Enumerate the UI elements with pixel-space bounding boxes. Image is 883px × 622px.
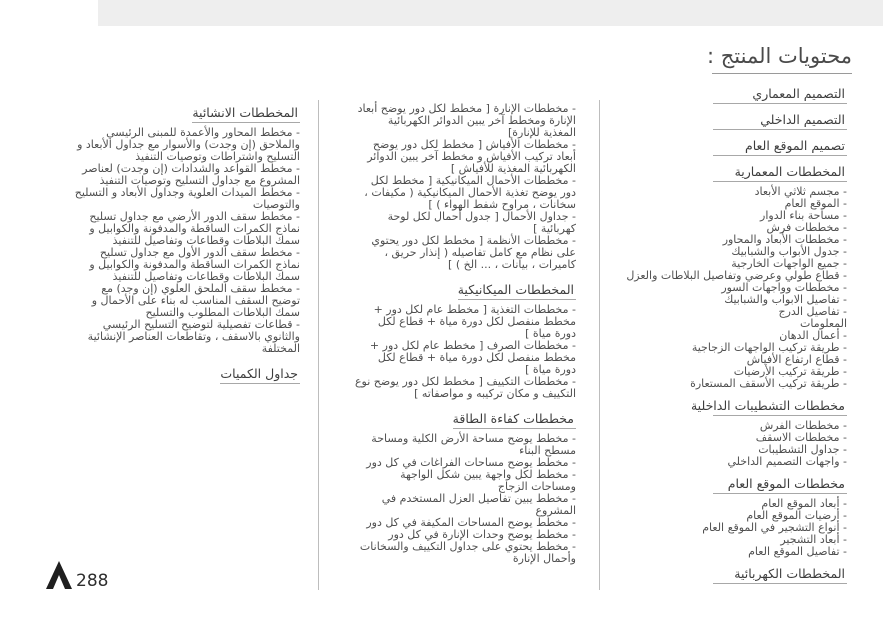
- section-header: التصميم الداخلي: [713, 112, 847, 130]
- column-divider-left: [318, 100, 319, 590]
- list-item: - قطاعات تفصيلية لتوضيح التسليح الرئيسي والثانوي بالاسقف ، وتقاطعات العناصر الإنشائية المختلفة: [87, 318, 300, 355]
- list-item: - جميع الواجهات الخارجية: [731, 257, 847, 270]
- list-item: - مخطط يوضح مساحة الأرض الكلية ومساحة مسطح البناء: [371, 432, 576, 457]
- right-column: [602, 86, 847, 592]
- list-item: - مخطط يحتوي على جداول التكييف والسخانات وأحمال الإنارة: [359, 540, 576, 565]
- list-item: المعلومات: [800, 317, 847, 330]
- list-item: - طريقة تركيب الأسقف المستعارة: [690, 377, 847, 390]
- list-item: - مخططات التكييف [ مخطط لكل دور يوضح نوع التكييف و مكان تركيبه و مواصفاته ]: [354, 375, 576, 400]
- middle-column: [354, 103, 576, 573]
- list-item: - تفاصيل الموقع العام: [748, 545, 847, 558]
- list-item: - مخطط يوضح وحدات الإنارة في كل دور: [388, 528, 576, 541]
- section-group: [72, 102, 300, 355]
- list-item: - مخطط لكل واجهة يبين شكل الواجهة ومساحات الزجاج: [400, 468, 576, 493]
- list-item: - مخططات الصرف [ مخطط عام لكل دور + مخطط منفصل لكل دورة مياة + قطاع لكل دورة مياة ]: [369, 339, 576, 376]
- list-item: - طريقة تركيب الواجهات الزجاجية: [691, 341, 847, 354]
- list-item: - جداول الأحمال [ جدول أحمال لكل لوحة كهربائية ]: [387, 210, 576, 235]
- section-header: مخططات التشطيبات الداخلية: [713, 398, 847, 416]
- list-item: - مجسم ثلاثي الأبعاد: [754, 185, 847, 198]
- section-group: [602, 476, 847, 558]
- list-item: - مخططات فرش: [766, 221, 847, 234]
- title-divider: [712, 73, 852, 74]
- list-item: - مخطط سقف الملحق العلوي (إن وجد) مع توضيح السقف المناسب له بناء على الأحمال و سمك البلاطات المطلوب والتسليح: [91, 282, 300, 319]
- section-group: [354, 103, 576, 271]
- section-header: المخططات الانشائية: [192, 105, 300, 123]
- list-item: - مخططات الإنارة [ مخطط لكل دور يوضح أبعاد الإنارة ومخطط آخر يبين الدوائر الكهربائية المغذية للإنارة]: [357, 102, 576, 139]
- list-item: - أعمال الدهان: [779, 329, 847, 342]
- list-item: - واجهات التصميم الداخلي: [727, 455, 847, 468]
- section-group: [602, 566, 847, 584]
- list-item: - جدول الأبواب والشبابيك: [731, 245, 847, 258]
- list-item: - مخطط الميدات العلوية وجداول الأبعاد و التسليح والتوصيات: [74, 186, 300, 211]
- section-group: [602, 398, 847, 468]
- column-divider-right: [599, 100, 600, 590]
- list-item: - مساحة بناء الدوار: [760, 209, 847, 222]
- section-header: جداول الكميات: [220, 366, 300, 384]
- section-group: [72, 363, 300, 388]
- list-item: - مخطط القواعد والشدادات (إن وجدت) لعناصر المشروع مع جداول التسليح وتوصيات التنفيذ: [82, 162, 300, 187]
- section-group: [602, 112, 847, 130]
- list-item: - مخطط يبين تفاصيل العزل المستخدم في المشروع: [381, 492, 576, 517]
- top-bar: [98, 0, 883, 26]
- list-item: - أبعاد التشجير: [780, 533, 847, 546]
- section-group: [354, 408, 576, 565]
- section-header: المخططات الكهربائية: [713, 566, 847, 584]
- section-header: مخططات الموقع العام: [713, 476, 847, 494]
- section-group: [354, 279, 576, 400]
- section-group: [602, 164, 847, 390]
- list-item: - مخططات الفرش: [759, 419, 847, 432]
- list-item: - مخطط سقف الدور الأرضي مع جداول تسليح نماذج الكمرات الساقطة والمدفونة والكوابيل و سمك البلاطات وقطاعات وتفاصيل للتنفيذ: [89, 210, 300, 247]
- list-item: - طريقة تركيب الأرضيات: [733, 365, 847, 378]
- list-item: - مخططات الأفياش [ مخطط لكل دور يوضح أبعاد تركيب الأفياش و مخطط آخر يبين الدوائر الكهربائية المغذية للأفياش ]: [367, 138, 576, 175]
- section-header: المخططات الميكانيكية: [458, 282, 576, 300]
- list-item: - تفاصيل الابواب والشبابيك: [724, 293, 847, 306]
- list-item: - جداول التشطيبات: [758, 443, 847, 456]
- section-group: [602, 86, 847, 104]
- list-item: - مخططات التغذية [ مخطط عام لكل دور + مخطط منفصل لكل دورة مياة + قطاع لكل دورة مياة ]: [373, 303, 576, 340]
- list-item: - مخططات الأنظمة [ مخطط لكل دور يحتوي على نظام مع كامل تفاصيله ( إنذار حريق ، كاميرات ، بيانات ، ... الخ ) ]: [371, 234, 576, 271]
- list-item: - مخططات وواجهات السور: [721, 281, 847, 294]
- section-group: [602, 138, 847, 156]
- list-item: - قطاع ارتفاع الأفياش: [746, 353, 847, 366]
- page-number-block: [44, 560, 108, 590]
- list-item: - مخططات الأحمال الميكانيكية [ مخطط لكل دور يوضح تغذية الأحمال الميكانيكية ( مكيفات ، سخانات ، مراوح شفط الهواء ) ]: [364, 174, 576, 211]
- list-item: - مخطط يوضح المساحات المكيفة في كل دور: [366, 516, 576, 529]
- list-item: - مخططات الاسقف: [755, 431, 847, 444]
- list-item: - مخطط سقف الدور الأول مع جداول تسليح نماذج الكمرات الساقطة والمدفونة والكوابيل و سمك البلاطات وقطاعات وتفاصيل للتنفيذ: [89, 246, 300, 283]
- section-header: المخططات المعمارية: [713, 164, 847, 182]
- list-item: - أنواع التشجير في الموقع العام: [702, 521, 847, 534]
- brand-logo-icon: [44, 560, 74, 590]
- page-title: محتويات المنتج :: [706, 44, 852, 68]
- list-item: - مخطط يوضح مساحات الفراغات في كل دور: [366, 456, 576, 469]
- list-item: - مخططات الأبعاد والمحاور: [722, 233, 847, 246]
- list-item: - أرضيات الموقع العام: [746, 509, 847, 522]
- section-header: تصميم الموقع العام: [713, 138, 847, 156]
- left-column: [72, 102, 300, 396]
- list-item: - أبعاد الموقع العام: [761, 497, 847, 510]
- list-item: - مخطط المحاور والأعمدة للمبنى الرئيسي والملاحق (إن وجدت) والأسوار مع جداول الأبعاد و التسليح واشتراطات وتوصيات التنفيذ: [77, 126, 300, 163]
- list-item: - تفاصيل الدرج: [778, 305, 847, 318]
- list-item: - قطاع طولي وعرضي وتفاصيل البلاطات والعزل: [626, 269, 847, 282]
- list-item: - الموقع العام: [784, 197, 847, 210]
- page-number: 288: [76, 571, 109, 591]
- section-header: مخططات كفاءة الطاقة: [453, 411, 576, 429]
- section-header: التصميم المعماري: [713, 86, 847, 104]
